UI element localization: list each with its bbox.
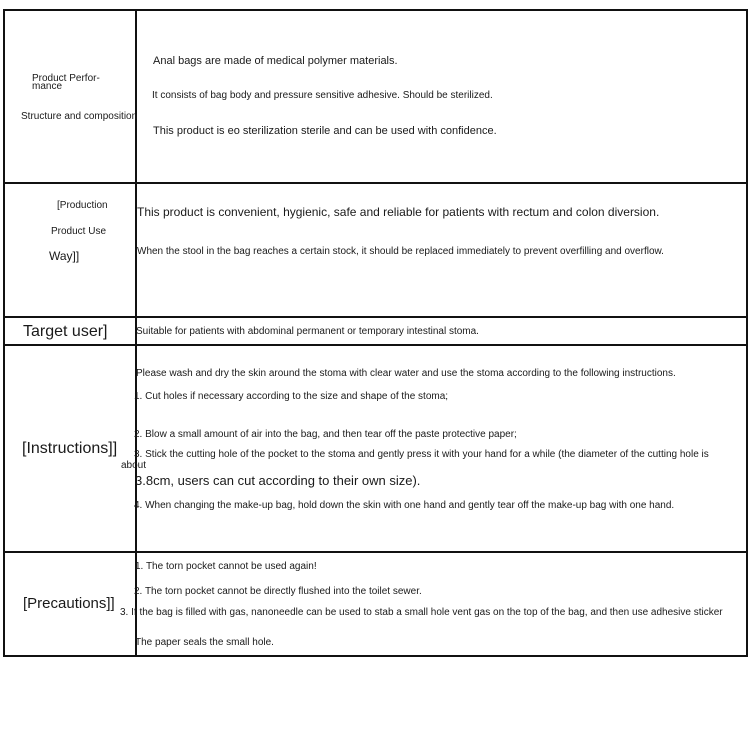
row-divider [3,551,748,553]
target-text: Suitable for patients with abdominal permanent or temporary intestinal stoma. [136,326,479,337]
production-text-1: This product is convenient, hygienic, safe and reliable for patients with rectum and colon diversion. [137,205,660,219]
instructions-step-3-cont: 3.8cm, users can cut according to their own size). [135,473,421,488]
precautions-item-2: 2. The torn pocket cannot be directly flushed into the toilet sewer. [134,586,422,597]
production-label-line2: Product Use [51,226,107,237]
production-label-line1: [Production [57,200,108,211]
performance-label-line2: mance [32,81,63,92]
production-text-2: When the stool in the bag reaches a certain stock, it should be replaced immediately to prevent overfilling and overflow. [137,246,664,257]
performance-label-line3: Structure and composition [21,111,138,122]
precautions-label: [Precautions]] [23,595,115,612]
precautions-item-3: 3. If the bag is filled with gas, nanoneedle can be used to stab a small hole vent gas on the top of the bag, and then use adhesive sticker [120,607,723,618]
precautions-item-1: 1. The torn pocket cannot be used again! [135,561,317,572]
instructions-step-4: 4. When changing the make-up bag, hold down the skin with one hand and gently tear off the make-up bag with one hand. [134,500,675,511]
performance-text-3: This product is eo sterilization sterile and can be used with confidence. [153,125,497,137]
row-divider [3,344,748,346]
instructions-step-3: 3. Stick the cutting hole of the pocket to the stoma and gently press it with your hand for a while (the diameter of the cutting hole is about [121,449,709,471]
instructions-step-2: 2. Blow a small amount of air into the bag, and then tear off the paste protective paper; [134,429,517,440]
precautions-item-3-cont: The paper seals the small hole. [135,637,274,648]
row-divider [3,316,748,318]
performance-text-2: It consists of bag body and pressure sensitive adhesive. Should be sterilized. [152,90,493,101]
production-label-line3: Way]] [49,249,80,263]
instructions-label: [Instructions]] [22,440,118,457]
instructions-intro: Please wash and dry the skin around the stoma with clear water and use the stoma according to the following instructions. [136,368,676,379]
performance-text-1: Anal bags are made of medical polymer materials. [153,55,398,67]
performance-label-line1: Product Perfor- [32,73,100,84]
instructions-step-1: 1. Cut holes if necessary according to the size and shape of the stoma; [134,391,449,402]
target-label: Target user] [23,323,108,340]
row-divider [3,182,748,184]
